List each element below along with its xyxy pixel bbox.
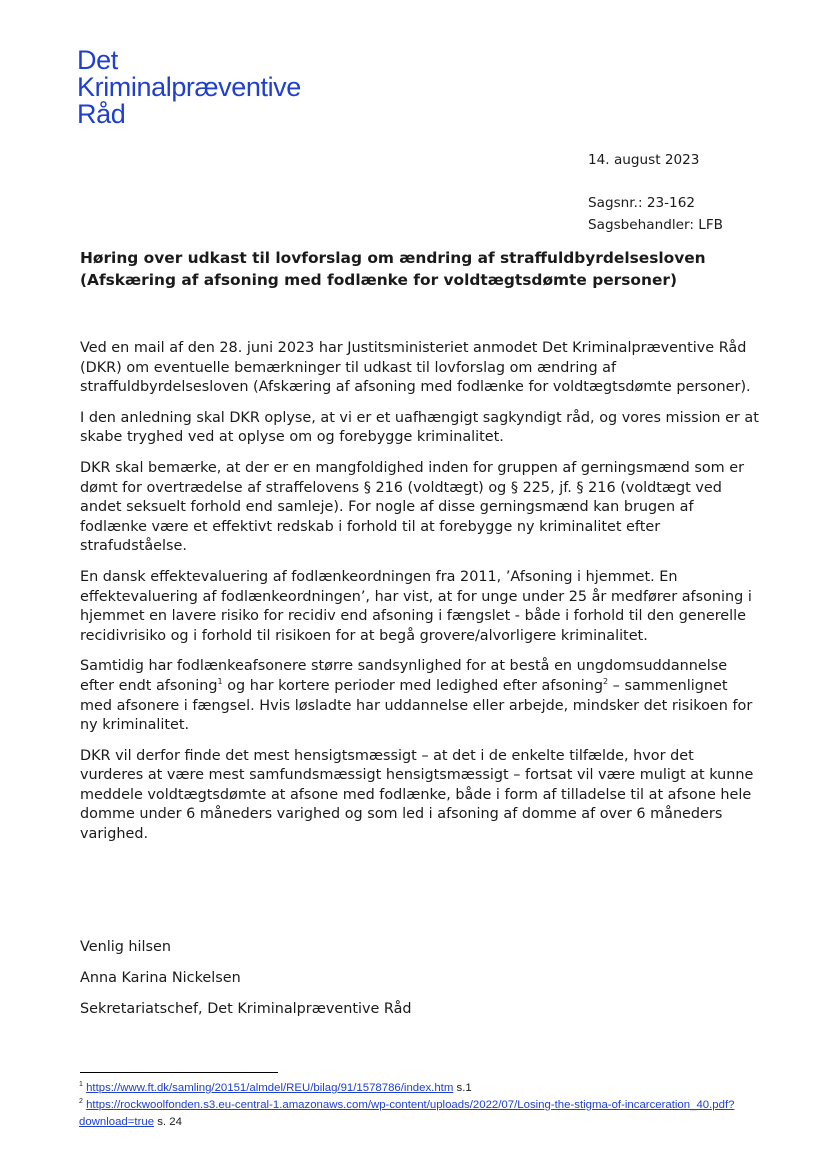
logo-line-2: Kriminalpræventive bbox=[77, 72, 301, 102]
footnote-ref-1: 1 bbox=[217, 677, 223, 687]
logo-line-1: Det bbox=[77, 45, 118, 75]
case-number: Sagsnr.: 23-162 bbox=[588, 195, 695, 211]
case-handler: Sagsbehandler: LFB bbox=[588, 217, 723, 233]
footnote-page: s.1 bbox=[453, 1082, 472, 1094]
footnote-number: 2 bbox=[79, 1098, 83, 1106]
paragraph-2: I den anledning skal DKR oplyse, at vi er et uafhængigt sagkyndigt råd, og vores mission er at skabe tryghed ved at oplyse om og forebygge kriminalitet. bbox=[80, 409, 759, 446]
footnote-divider bbox=[80, 1072, 278, 1073]
paragraph-6: DKR vil derfor finde det mest hensigtsmæssigt – at det i de enkelte tilfælde, hvor det vurderes at være mest samfundsmæssigt hensigtsmæssigt – fortsat vil være muligt at kunne meddele voldtægtsdømte at afsone med fodlænke, både i form af tilladelse til at afsone hele domme under 6 måneders varighed og som led i afsoning af domme af over 6 måneders varighed. bbox=[80, 747, 754, 843]
footnote-link[interactable]: https://www.ft.dk/samling/20151/almdel/REU/bilag/91/1578786/index.htm bbox=[86, 1082, 454, 1094]
signer-position: Sekretariatschef, Det Kriminalpræventive Råd bbox=[80, 1001, 412, 1017]
footnote-2 bbox=[79, 1097, 759, 1131]
signer-name: Anna Karina Nickelsen bbox=[80, 970, 241, 986]
footnote-link[interactable]: https://rockwoolfonden.s3.eu-central-1.amazonaws.com/wp-content/uploads/2022/07/Losing-the-stigma-of-incarceration_40.pdf?download=true bbox=[79, 1099, 735, 1128]
letter-title: Høring over udkast til lovforslag om ændring af straffuldbyrdelsesloven (Afskæring af afsoning med fodlænke for voldtægtsdømte personer) bbox=[80, 249, 706, 289]
paragraph-5-part-a: Samtidig har fodlænkeafsonere større sandsynlighed for at bestå en ungdomsuddannelse efter endt afsoning bbox=[80, 658, 728, 694]
footnote-page: s. 24 bbox=[154, 1116, 182, 1128]
paragraph-3: DKR skal bemærke, at der er en mangfoldighed inden for gruppen af gerningsmænd som er dømt for overtrædelse af straffelovens § 216 (voldtægt) og § 225, jf. § 216 (voldtægt ved andet seksuelt forhold end samleje). For nogle af disse gerningsmænd kan brugen af fodlænke være et effektivt redskab i forhold til at forebygge ny kriminalitet efter strafudståelse. bbox=[80, 459, 745, 555]
paragraph-1: Ved en mail af den 28. juni 2023 har Justitsministeriet anmodet Det Kriminalpræventive Råd (DKR) om eventuelle bemærkninger til udkast til lovforslag om ændring af straffuldbyrdelsesloven (Afskæring af afsoning med fodlænke for voldtægtsdømte personer). bbox=[80, 340, 751, 396]
footnote-1 bbox=[79, 1080, 759, 1097]
letter-date: 14. august 2023 bbox=[588, 152, 700, 168]
organization-logo bbox=[77, 47, 301, 128]
footnotes bbox=[79, 1080, 759, 1131]
paragraph-5-part-b: og har kortere perioder med ledighed efter afsoning bbox=[222, 677, 604, 694]
footnote-number: 1 bbox=[79, 1081, 83, 1089]
footnote-ref-2: 2 bbox=[603, 677, 609, 687]
paragraph-5-part-c: – sammenlignet med afsonere i fængsel. Hvis løsladte har uddannelse eller arbejde, mindsker det risikoen for ny kriminalitet. bbox=[80, 677, 753, 734]
logo-line-3: Råd bbox=[77, 99, 126, 129]
paragraph-4: En dansk effektevaluering af fodlænkeordningen fra 2011, ’Afsoning i hjemmet. En effektevaluering af fodlænkeordningen’, har vist, at for unge under 25 år medfører afsoning i hjemmet en lavere risiko for recidiv end afsoning i fængslet - både i forhold til den generelle recidivrisiko og i forhold til risikoen for at begå grovere/alvorligere kriminalitet. bbox=[80, 568, 752, 644]
paragraph-5 bbox=[80, 657, 760, 735]
letter-body bbox=[80, 339, 760, 856]
closing-greeting: Venlig hilsen bbox=[80, 939, 171, 955]
